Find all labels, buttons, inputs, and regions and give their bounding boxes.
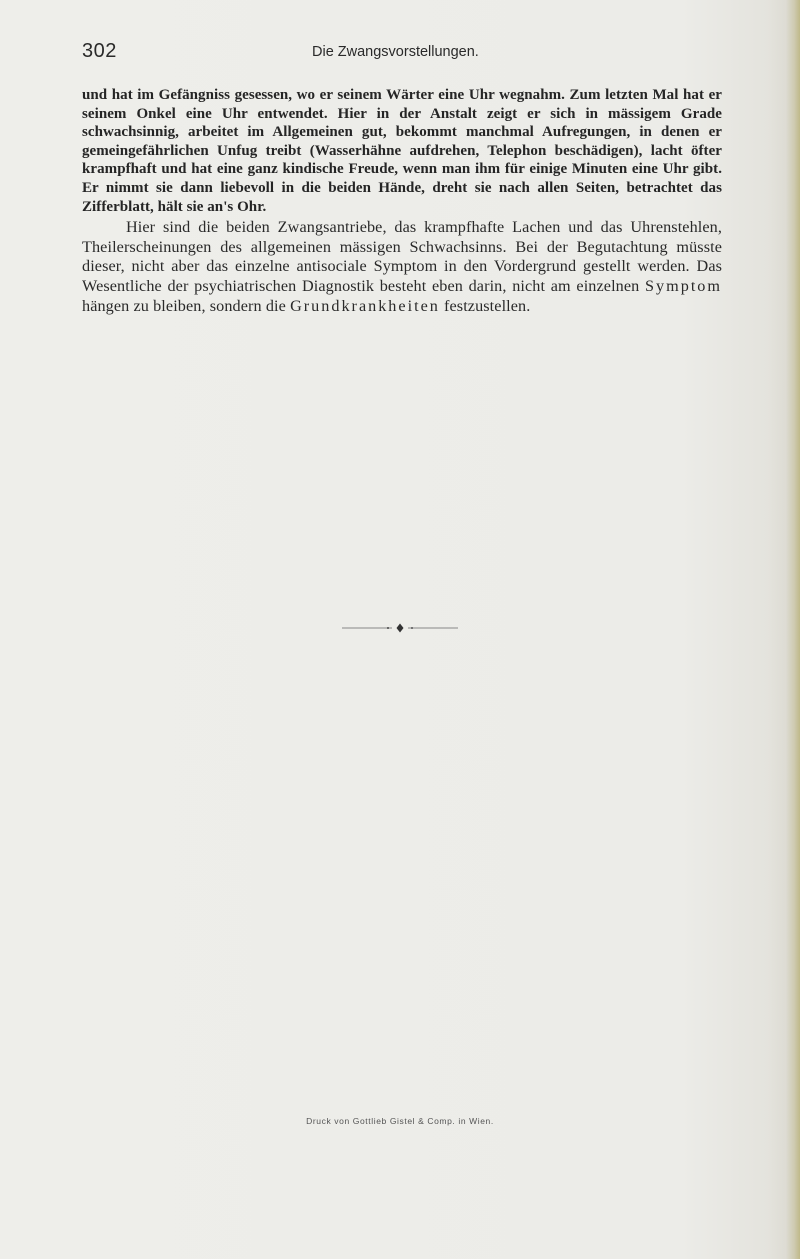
paragraph-conclusion: [82, 218, 722, 316]
paragraph-conclusion-part-d: festzustellen.: [444, 296, 531, 315]
printer-imprint: Druck von Gottlieb Gistel & Comp. in Wien.: [306, 1116, 494, 1126]
emphasis-grundkrankheiten: Grundkrankheiten: [290, 296, 440, 315]
section-divider-ornament: [340, 622, 460, 634]
page-number: 302: [82, 40, 117, 62]
paragraph-case-description: und hat im Gefängniss gesessen, wo er seinem Wärter eine Uhr wegnahm. Zum letzten Mal hat er seinem Onkel eine Uhr entwendet. Hier in der Anstalt zeigt er sich in mässigem Grade schwachsinnig, arbeitet im Allgemeinen gut, bekommt manchmal Aufregungen, in denen er gemeingefährlichen Unfug treibt (Wasserhähne aufdrehen, Telephon beschädigen), lacht öfter krampfhaft und hat eine ganz kindische Freude, wenn man ihm für einige Minuten eine Uhr gibt. Er nimmt sie dann liebevoll in die beiden Hände, dreht sie nach allen Seiten, betrachtet das Zifferblatt, hält sie an's Ohr.: [82, 87, 722, 215]
emphasis-symptom: Symptom: [645, 276, 722, 295]
page-edge-shading: [786, 0, 800, 1259]
paragraph-conclusion-part-c: hängen zu bleiben, sondern die: [82, 296, 286, 315]
body-text: [82, 86, 722, 316]
paragraph-conclusion-part-a: Hier sind die beiden Zwangsantriebe, das krampfhafte Lachen und das Uhrenstehlen, Theilerscheinungen des allgemeinen mässigen Schwachsinns. Bei der Begutachtung müsste dieser, nicht aber das einzelne antisociale Symptom in den Vordergrund gestellt werden.: [82, 218, 722, 276]
page-header: [82, 40, 722, 68]
paragraph-conclusion-part-b: Das Wesentliche der psychiatrischen Diagnostik besteht eben darin, nicht am einzelnen: [82, 257, 723, 295]
running-title: Die Zwangsvorstellungen.: [312, 44, 479, 60]
